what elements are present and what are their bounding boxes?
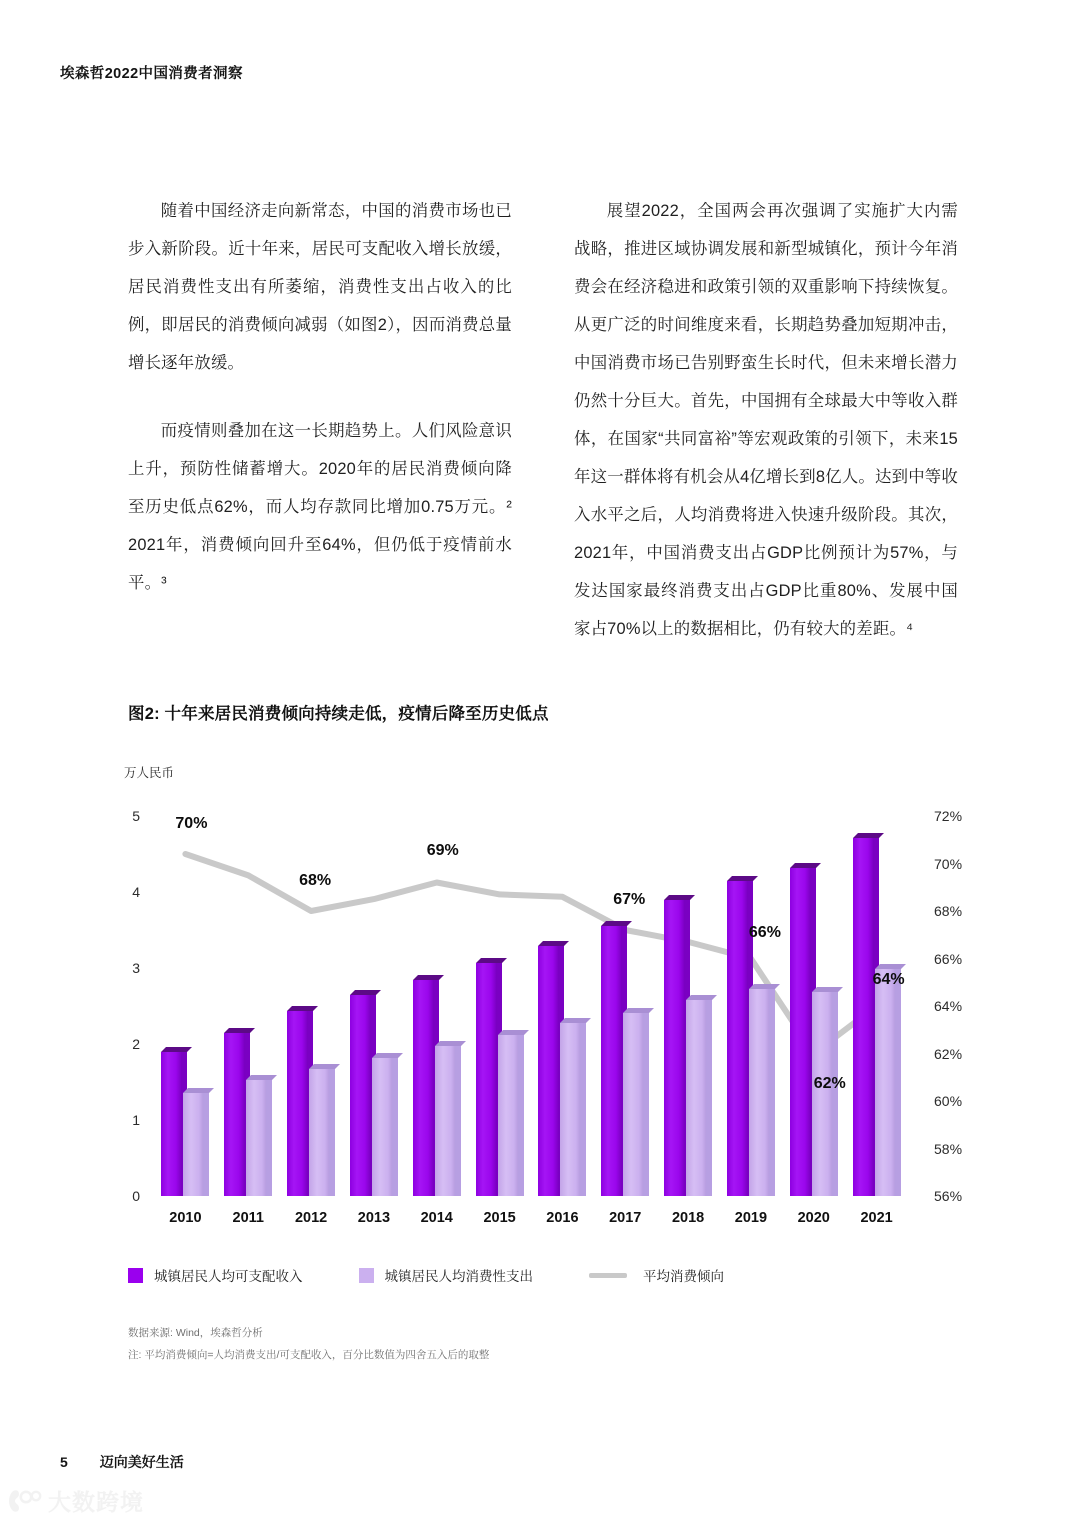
bar-front-face — [812, 992, 832, 1196]
bar-expenditure — [435, 1041, 455, 1196]
bar-side-face — [706, 1000, 712, 1196]
x-axis-tick: 2012 — [294, 1210, 328, 1226]
y-axis-tick-left: 4 — [132, 884, 140, 900]
legend-item-spend — [359, 1265, 534, 1285]
data-point-label: 66% — [748, 923, 781, 941]
bar-group — [538, 816, 586, 1226]
bar-expenditure — [183, 1088, 203, 1196]
bar-expenditure — [372, 1053, 392, 1196]
bar-front-face — [183, 1093, 203, 1196]
bar-group — [413, 816, 461, 1226]
bar-side-face — [769, 989, 775, 1196]
chart-legend — [128, 1265, 724, 1285]
bar-front-face — [435, 1046, 455, 1196]
legend-item-income — [128, 1265, 303, 1285]
bar-income — [413, 975, 433, 1196]
x-axis-tick: 2016 — [546, 1210, 579, 1226]
bar-income — [601, 921, 621, 1196]
legend-item-line — [589, 1265, 724, 1285]
page-number: 5 — [60, 1454, 68, 1470]
data-point-label: 68% — [299, 872, 332, 889]
y-axis-tick-left: 0 — [132, 1188, 140, 1204]
watermark-logo-icon — [8, 1488, 42, 1514]
bar-front-face — [350, 995, 370, 1196]
bar-front-face — [790, 868, 810, 1196]
bar-front-face — [875, 969, 895, 1196]
book-title: 迈向美好生活 — [99, 1454, 184, 1470]
bar-expenditure — [560, 1018, 580, 1196]
bar-income — [853, 833, 873, 1196]
data-point-label: 64% — [872, 971, 905, 988]
bar-expenditure — [498, 1030, 518, 1196]
data-point-label: 67% — [613, 891, 646, 908]
bar-side-face — [832, 992, 838, 1196]
bar-group — [161, 816, 209, 1226]
bar-front-face — [246, 1080, 266, 1196]
bar-group — [664, 816, 712, 1226]
bar-income — [287, 1006, 307, 1196]
left-column — [128, 192, 512, 648]
bar-group — [727, 816, 775, 1226]
bar-front-face — [538, 946, 558, 1196]
legend-swatch-spend — [359, 1268, 374, 1283]
y-axis-tick-right: 66% — [934, 950, 963, 967]
bar-group — [476, 816, 524, 1226]
bar-side-face — [266, 1080, 272, 1196]
bar-side-face — [643, 1013, 649, 1196]
bar-income — [350, 990, 370, 1196]
bar-front-face — [309, 1069, 329, 1196]
bar-income — [790, 863, 810, 1196]
bar-group — [224, 816, 272, 1226]
bar-front-face — [224, 1033, 244, 1196]
legend-label: 平均消费倾向 — [643, 1269, 724, 1284]
data-point-label: 69% — [426, 841, 459, 859]
source-note: 数据来源: Wind，埃森哲分析 — [128, 1327, 263, 1339]
y-axis-tick-left: 3 — [132, 960, 140, 976]
legend-swatch-line — [589, 1273, 627, 1278]
bar-front-face — [161, 1052, 181, 1196]
x-axis-tick: 2018 — [671, 1210, 705, 1226]
x-axis-tick: 2013 — [357, 1210, 391, 1226]
bar-side-face — [455, 1046, 461, 1196]
legend-label: 城镇居民人均消费性支出 — [384, 1269, 533, 1284]
bar-expenditure — [749, 984, 769, 1196]
figure-chart — [118, 806, 963, 1226]
y-axis-tick-left: 2 — [132, 1036, 140, 1052]
bar-group — [853, 816, 901, 1226]
x-axis-tick: 2017 — [609, 1210, 642, 1226]
y-axis-tick-right: 72% — [934, 808, 963, 824]
legend-swatch-income — [128, 1268, 143, 1283]
bar-front-face — [476, 963, 496, 1196]
x-axis-tick: 2014 — [420, 1210, 453, 1226]
watermark — [8, 1484, 144, 1517]
bar-group — [790, 816, 838, 1226]
bar-income — [727, 876, 747, 1196]
bar-income — [664, 895, 684, 1196]
paragraph: 展望2022，全国两会再次强调了实施扩大内需战略，推进区域协调发展和新型城镇化，预计今年消费会在经济稳进和政策引领的双重影响下持续恢复。从更广泛的时间维度来看，长期趋势叠加短期冲击，中国消费市场已告别野蛮生长时代，但未来增长潜力仍然十分巨大。首先，中国拥有全球最大中等收入群体，在国家“共同富裕”等宏观政策的引领下，未来15年这一群体将有机会从4亿增长到8亿人。达到中等收入水平之后，人均消费将进入快速升级阶段。其次，2021年，中国消费支出占GDP比例预计为57%，与发达国家最终消费支出占GDP比重80%、发展中国家占70%以上的数据相比，仍有较大的差距。⁴ — [574, 202, 958, 638]
bar-front-face — [601, 926, 621, 1196]
bar-side-face — [329, 1069, 335, 1196]
y-axis-tick-left: 1 — [132, 1112, 140, 1128]
bar-front-face — [686, 1000, 706, 1196]
running-header: 埃森哲2022中国消费者洞察 — [60, 66, 243, 82]
paragraph: 随着中国经济走向新常态，中国的消费市场也已步入新阶段。近十年来，居民可支配收入增长放缓，居民消费性支出有所萎缩，消费性支出占收入的比例，即居民的消费倾向减弱（如图2），因而消费总量增长逐年放缓。 — [128, 202, 512, 372]
x-axis-tick: 2020 — [797, 1210, 830, 1226]
y-axis-tick-left: 5 — [132, 808, 140, 824]
bar-income — [538, 941, 558, 1196]
y-axis-unit-label: 万人民币 — [124, 766, 175, 780]
right-column — [574, 192, 958, 648]
bar-front-face — [413, 980, 433, 1196]
bar-side-face — [580, 1023, 586, 1196]
data-point-label: 70% — [175, 815, 208, 832]
bar-side-face — [392, 1058, 398, 1196]
x-axis-tick: 2021 — [860, 1210, 893, 1226]
figure-title: 图2: 十年来居民消费倾向持续走低，疫情后降至历史低点 — [128, 705, 549, 723]
bar-expenditure — [686, 995, 706, 1196]
x-axis-tick: 2015 — [483, 1210, 516, 1226]
bar-side-face — [518, 1035, 524, 1196]
watermark-text: 大数跨境 — [48, 1489, 144, 1515]
bar-front-face — [727, 881, 747, 1196]
y-axis-tick-right: 60% — [934, 1093, 963, 1109]
bar-front-face — [664, 900, 684, 1196]
y-axis-tick-right: 64% — [934, 998, 963, 1014]
body-columns — [128, 192, 958, 648]
bar-group — [601, 816, 649, 1226]
data-point-label: 62% — [813, 1074, 846, 1092]
page-footer — [60, 1452, 184, 1472]
y-axis-tick-right: 56% — [934, 1188, 963, 1204]
figure-notes — [128, 1322, 489, 1366]
bar-expenditure — [875, 964, 895, 1196]
bar-front-face — [853, 838, 873, 1196]
y-axis-tick-right: 68% — [934, 903, 963, 919]
bar-expenditure — [623, 1008, 643, 1196]
bar-income — [476, 958, 496, 1196]
bar-income — [224, 1028, 244, 1196]
bar-expenditure — [246, 1075, 266, 1196]
x-axis-tick: 2011 — [232, 1210, 264, 1226]
y-axis-tick-right: 62% — [934, 1045, 963, 1062]
bar-front-face — [498, 1035, 518, 1196]
plot-area — [132, 808, 963, 1226]
bar-front-face — [749, 989, 769, 1196]
y-axis-tick-right: 58% — [934, 1140, 963, 1157]
method-note: 注: 平均消费倾向=人均消费支出/可支配收入，百分比数值为四舍五入后的取整 — [128, 1349, 490, 1361]
x-axis-tick: 2010 — [169, 1210, 202, 1226]
bar-front-face — [560, 1023, 580, 1196]
legend-label: 城镇居民人均可支配收入 — [154, 1269, 303, 1284]
bar-group — [350, 816, 398, 1226]
bar-side-face — [895, 969, 901, 1196]
bar-front-face — [287, 1011, 307, 1196]
paragraph: 而疫情则叠加在这一长期趋势上。人们风险意识上升，预防性储蓄增大。2020年的居民消费倾向降至历史低点62%，而人均存款同比增加0.75万元。² 2021年，消费倾向回升至64%，但仍低于疫情前水平。³ — [128, 422, 512, 592]
bar-front-face — [372, 1058, 392, 1196]
y-axis-tick-right: 70% — [934, 855, 963, 872]
bar-front-face — [623, 1013, 643, 1196]
x-axis-tick: 2019 — [734, 1210, 768, 1226]
bar-income — [161, 1047, 181, 1196]
bar-side-face — [203, 1093, 209, 1196]
bar-expenditure — [309, 1064, 329, 1196]
